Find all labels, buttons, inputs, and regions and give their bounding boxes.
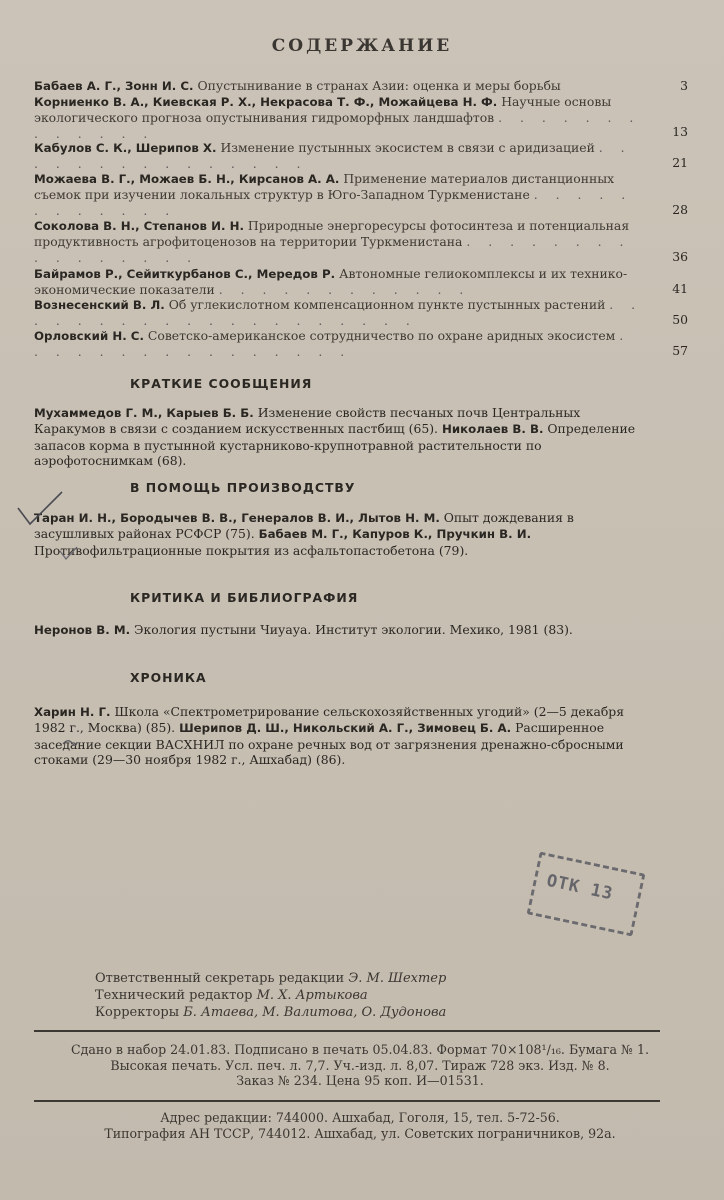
imprint-line: Заказ № 234. Цена 95 коп. И—01531. (236, 1073, 484, 1088)
entry-title: Об углекислотном компенсационном пункте пустынных растений (168, 297, 606, 312)
entry-title: Расширенное заседание секции ВАСХНИЛ по охране речных вод от загрязнения дренажно-сбросными стоками (29—30 ноября 1982 г., Ашхабад) (86). (34, 720, 624, 768)
pencil-mark-icon (58, 545, 80, 563)
toc-entry (34, 297, 646, 329)
dot-leader: . . . . . . . . . . . . (218, 282, 471, 298)
entry-title: Опыт дождевания в засушливых районах РСФСР (75). (34, 510, 574, 542)
entry-page: 50 (672, 312, 688, 327)
section-entries-critique (34, 622, 646, 638)
entry-authors: Таран И. Н., Бородычев В. В., Генералов В. И., Лытов Н. М. (34, 511, 440, 525)
entry-page: 13 (672, 124, 688, 139)
entry-authors: Харин Н. Г. (34, 705, 111, 719)
entry-authors: Неронов В. М. (34, 623, 131, 637)
staff-line (95, 970, 446, 987)
toc-entry (34, 140, 646, 172)
section-entries-brief (34, 405, 646, 469)
entry-title: Изменение пустынных экосистем в связи с аридизацией (220, 140, 595, 155)
entry-title: Противофильтрационные покрытия из асфальтопастобетона (79). (34, 542, 469, 558)
entry-page: 36 (672, 249, 688, 264)
entry-authors: Вознесенский В. Л. (34, 298, 165, 312)
address-line: Адрес редакции: 744000. Ашхабад, Гоголя, 15, тел. 5-72-56. (160, 1110, 560, 1125)
entry-title: Экология пустыни Чиуауа. Институт экологии. Мехико, 1981 (83). (134, 622, 573, 637)
pencil-mark-icon (62, 737, 78, 747)
page-title: СОДЕРЖАНИЕ (271, 36, 453, 56)
entry-authors: Мухаммедов Г. М., Карыев Б. Б. (34, 406, 254, 420)
entry-page: 57 (672, 343, 688, 358)
toc-entry (34, 171, 646, 218)
toc-entry (34, 266, 646, 298)
staff-name: Э. М. Шехтер (348, 971, 447, 986)
staff-line (95, 987, 446, 1004)
entry-authors: Корниенко В. А., Киевская Р. Х., Некрасова Т. Ф., Можайцева Н. Ф. (34, 95, 498, 109)
entry-page: 28 (672, 202, 688, 217)
otk-stamp (527, 851, 646, 936)
dot-leader: . . . . . . . . . . . . . . . . . . . . (34, 297, 643, 329)
entry-title: Советско-американское сотрудничество по охране аридных экосистем (147, 328, 616, 343)
entry-authors: Соколова В. Н., Степанов И. Н. (34, 219, 244, 233)
entry-title: Изменение свойств песчаных почв Центральных Каракумов в связи с созданием искусственных пастбищ (65). (34, 405, 581, 437)
entry-authors: Шерипов Д. Ш., Никольский А. Г., Зимовец Б. А. (179, 721, 512, 736)
entry-title: Определение запасов корма в пустынной кустарниково-крупнотравной растительности по аэрофотоснимкам (68). (34, 421, 636, 469)
stamp-text: ОТК 13 (544, 870, 615, 905)
imprint-line: Сдано в набор 24.01.83. Подписано в печать 05.04.83. Формат 70×108¹/₁₆. Бумага № 1. (71, 1042, 649, 1057)
entry-title: Природные энергоресурсы фотосинтеза и потенциальная продуктивность агрофитоценозов на территории Туркменистана (34, 218, 630, 250)
entry-page: 41 (672, 281, 688, 296)
entry-title: Автономные гелиокомплексы и их технико-экономические показатели (34, 266, 628, 298)
dot-leader: . . . . . . . . . . . . . . . . (34, 328, 631, 360)
toc-entry (34, 94, 646, 141)
entry-authors: Можаева В. Г., Можаев Б. Н., Кирсанов А. А. (34, 172, 340, 186)
entry-authors: Кабулов С. К., Шерипов Х. (34, 141, 217, 155)
divider (34, 1100, 660, 1102)
toc-entry (34, 78, 646, 94)
dot-leader: . . . . . . . . . . . . . . . . (34, 234, 631, 265)
entry-authors: Бабаев А. Г., Зонн И. С. (34, 79, 194, 93)
section-entries-production (34, 510, 646, 558)
checkmark-icon (16, 490, 66, 530)
entry-title: Научные основы экологического прогноза опустынивания гидроморфных ландшафтов (34, 94, 612, 126)
section-heading-brief: КРАТКИЕ СООБЩЕНИЯ (130, 376, 313, 391)
staff-line (95, 1004, 446, 1021)
entry-page: 21 (672, 155, 688, 170)
section-heading-production: В ПОМОЩЬ ПРОИЗВОДСТВУ (130, 480, 356, 495)
dot-leader: . . . . . . . . . . . . . (34, 110, 641, 141)
section-heading-chronicle: ХРОНИКА (130, 670, 207, 685)
staff-role: Технический редактор (95, 988, 253, 1003)
section-heading-critique: КРИТИКА И БИБЛИОГРАФИЯ (130, 590, 359, 605)
entry-authors: Бабаев М. Г., Капуров К., Пручкин В. И. (258, 527, 532, 542)
entry-title: Опустынивание в странах Азии: оценка и меры борьбы (197, 78, 561, 93)
imprint-block (30, 1042, 690, 1089)
entry-authors: Орловский Н. С. (34, 329, 144, 343)
entry-title: Школа «Спектрометрирование сельскохозяйственных угодий» (2—5 декабря 1982 г., Москва) (85). (34, 704, 625, 736)
staff-role: Ответственный секретарь редакции (95, 971, 345, 986)
entry-authors: Николаев В. В. (441, 422, 544, 437)
entry-title: Применение материалов дистанционных съемок при изучении локальных структур в Юго-Западном Туркменистане (34, 171, 615, 203)
divider (34, 1030, 660, 1032)
entry-authors: Байрамов Р., Сейиткурбанов С., Мередов Р. (34, 267, 336, 281)
entry-page: 3 (680, 78, 688, 93)
section-entries-chronicle (34, 704, 646, 768)
dot-leader: . . . . . . . . . . . . (34, 187, 633, 218)
staff-name: Б. Атаева, М. Валитова, О. Дудонова (183, 1005, 447, 1020)
toc-entry (34, 328, 646, 360)
address-block (30, 1110, 690, 1141)
toc-entry (34, 218, 646, 265)
staff-credits (95, 970, 446, 1021)
imprint-line: Высокая печать. Усл. печ. л. 7,7. Уч.-изд. л. 8,07. Тираж 728 экз. Изд. № 8. (110, 1057, 610, 1073)
staff-name: М. Х. Артыкова (256, 988, 368, 1003)
address-line: Типография АН ТССР, 744012. Ашхабад, ул. Советских пограничников, 92а. (104, 1125, 616, 1141)
dot-leader: . . . . . . . . . . . . . . . (34, 140, 632, 172)
staff-role: Корректоры (95, 1005, 180, 1020)
